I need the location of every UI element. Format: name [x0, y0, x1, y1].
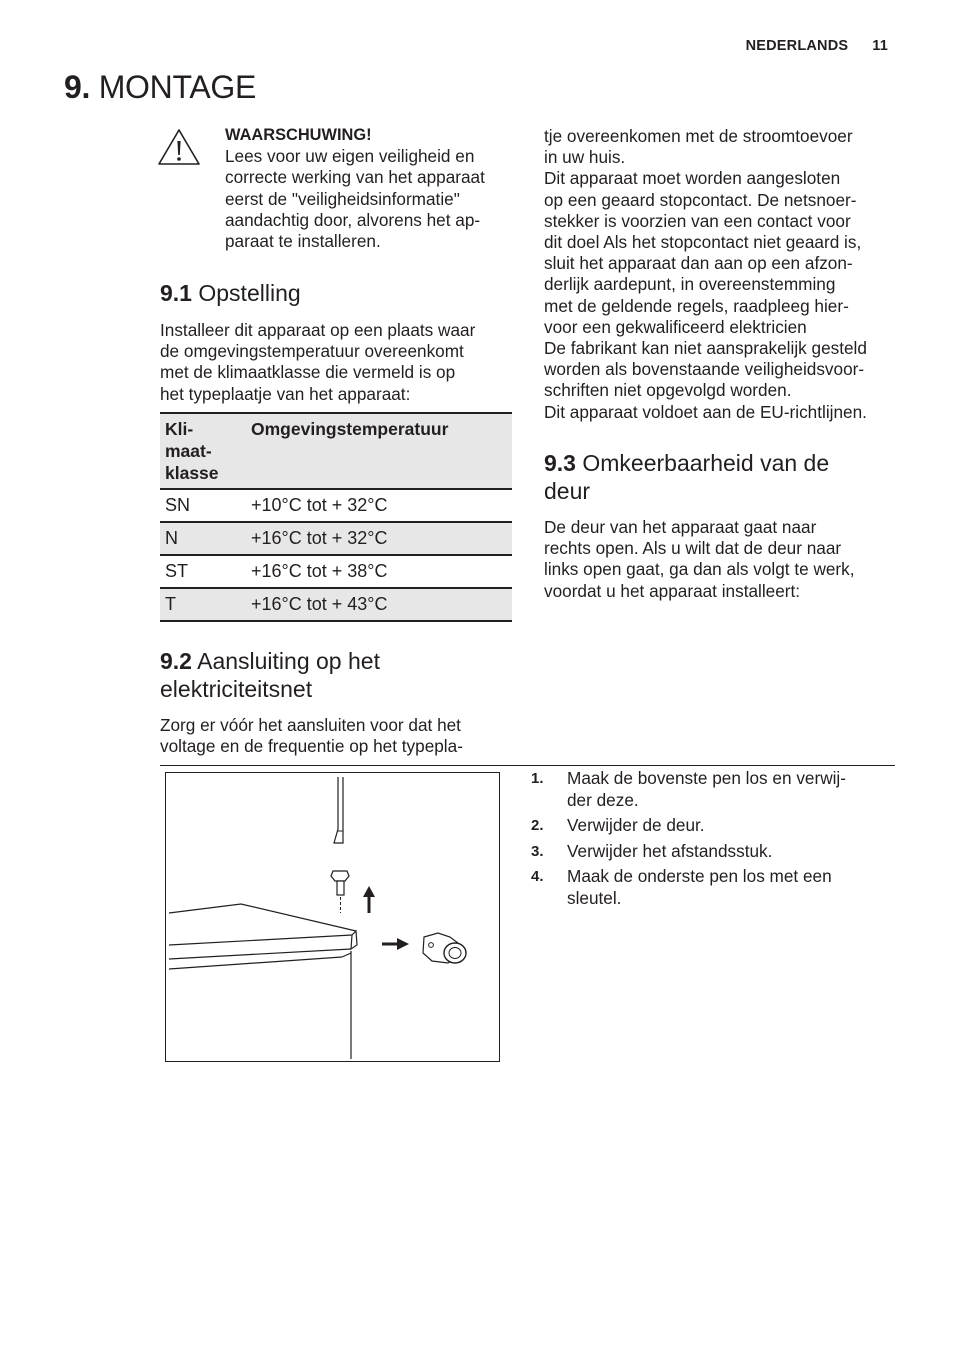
cell-klasse: T: [165, 594, 176, 614]
body-line: voordat u het apparaat installeert:: [544, 580, 801, 601]
body-line: stekker is voorzien van een contact voor: [544, 210, 851, 231]
cell-temp: +16°C tot + 38°C: [251, 561, 388, 581]
section-9-2-body-right: [544, 126, 904, 423]
header-line: maat-: [165, 441, 212, 461]
step-line: Maak de bovenste pen los en verwij-: [567, 768, 846, 788]
step-number: 3.: [531, 842, 544, 860]
step-item: [531, 815, 891, 837]
warning-block: [225, 125, 517, 252]
cell-temp: +10°C tot + 32°C: [251, 495, 388, 515]
header-line: Kli-: [165, 419, 194, 439]
header-line: klasse: [165, 463, 219, 483]
step-number: 2.: [531, 817, 544, 834]
section-title-line: Aansluiting op het: [197, 648, 380, 674]
chapter-title-text: MONTAGE: [98, 69, 256, 105]
section-title-line: deur: [544, 478, 591, 504]
header-language: NEDERLANDS: [745, 38, 849, 54]
warning-line: aandachtig door, alvorens het ap-: [225, 209, 481, 230]
column-header-klimaatklasse: [160, 413, 246, 489]
section-9-2-body-left: [160, 715, 520, 757]
section-title-line: Omkeerbaarheid van de: [582, 450, 830, 476]
body-line: sluit het apparaat dan aan op een afzon-: [544, 253, 853, 274]
body-line: Installeer dit apparaat op een plaats waar: [160, 320, 476, 340]
chapter-number: 9.: [64, 69, 91, 105]
body-line: links open gaat, ga dan als volgt te werk,: [544, 559, 855, 580]
section-title: Opstelling: [198, 280, 301, 306]
body-line: dit doel Als het stopcontact niet geaard is,: [544, 232, 862, 253]
running-header: [746, 38, 888, 54]
step-item: [531, 768, 891, 811]
section-number: 9.3: [544, 450, 576, 476]
cell-temp: +16°C tot + 32°C: [251, 528, 388, 548]
section-9-3-body: [544, 517, 904, 602]
section-heading-9-3: [544, 449, 829, 505]
step-number: 1.: [531, 770, 544, 787]
page-number: 11: [872, 38, 888, 54]
step-number: 4.: [531, 868, 544, 885]
body-line: op een geaard stopcontact. De netsnoer-: [544, 189, 857, 210]
step-line: Verwijder de deur.: [567, 815, 705, 835]
climate-class-table: [160, 412, 512, 622]
body-line: met de klimaatklasse die vermeld is op: [160, 362, 456, 383]
cell-klasse: ST: [165, 561, 189, 581]
warning-line: paraat te installeren.: [225, 231, 381, 252]
section-divider: [160, 765, 895, 766]
body-line: worden als bovenstaande veiligheidsvoor-: [544, 359, 865, 380]
body-line: derlijk aardepunt, in overeenstemming: [544, 274, 836, 295]
hinge-pin-removal-illustration: [166, 773, 499, 1061]
step-line: Verwijder het afstandsstuk.: [567, 840, 773, 861]
table-row: [160, 522, 512, 555]
step-line: sleutel.: [567, 887, 622, 908]
section-heading-9-1: [160, 279, 301, 307]
column-header-temperatuur: Omgevingstemperatuur: [251, 419, 449, 439]
body-line: tje overeenkomen met de stroomtoevoer: [544, 126, 853, 146]
table-row: [160, 555, 512, 588]
body-line: De fabrikant kan niet aansprakelijk gesteld: [544, 338, 867, 359]
chapter-title: [64, 67, 256, 107]
body-line: Zorg er vóór het aansluiten voor dat het: [160, 715, 461, 735]
cell-temp: +16°C tot + 43°C: [251, 594, 388, 614]
step-line: Maak de onderste pen los met een: [567, 866, 832, 886]
body-line: De deur van het apparaat gaat naar: [544, 517, 817, 537]
warning-line: correcte werking van het apparaat: [225, 167, 485, 188]
warning-line: Lees voor uw eigen veiligheid en: [225, 146, 475, 167]
section-9-1-body: [160, 320, 520, 405]
body-line: rechts open. Als u wilt dat de deur naar: [544, 538, 842, 559]
body-line: Dit apparaat voldoet aan de EU-richtlijnen.: [544, 401, 867, 422]
figure-frame: [165, 772, 500, 1062]
body-line: voor een gekwalificeerd elektricien: [544, 316, 807, 337]
warning-triangle-icon: [157, 128, 201, 166]
body-line: het typeplaatje van het apparaat:: [160, 383, 411, 404]
step-line: der deze.: [567, 789, 639, 810]
section-heading-9-2: [160, 647, 380, 703]
body-line: Dit apparaat moet worden aangesloten: [544, 168, 841, 189]
body-line: met de geldende regels, raadpleeg hier-: [544, 295, 849, 316]
step-item: [531, 866, 891, 909]
body-line: schriften niet opgevolgd worden.: [544, 380, 792, 401]
warning-line: eerst de "veiligheidsinformatie": [225, 188, 460, 209]
steps-list: [531, 768, 891, 913]
section-number: 9.2: [160, 648, 192, 674]
cell-klasse: SN: [165, 495, 191, 515]
table-row: [160, 489, 512, 522]
table-row: [160, 588, 512, 621]
step-item: [531, 841, 891, 863]
body-line: in uw huis.: [544, 147, 626, 168]
body-line: de omgevingstemperatuur overeenkomt: [160, 341, 464, 362]
table-header-row: [160, 413, 512, 489]
cell-klasse: N: [165, 528, 178, 548]
body-line: voltage en de frequentie op het typepla-: [160, 736, 463, 757]
section-title-line: elektriciteitsnet: [160, 676, 313, 702]
warning-title: WAARSCHUWING!: [225, 126, 372, 144]
section-number: 9.1: [160, 280, 192, 306]
